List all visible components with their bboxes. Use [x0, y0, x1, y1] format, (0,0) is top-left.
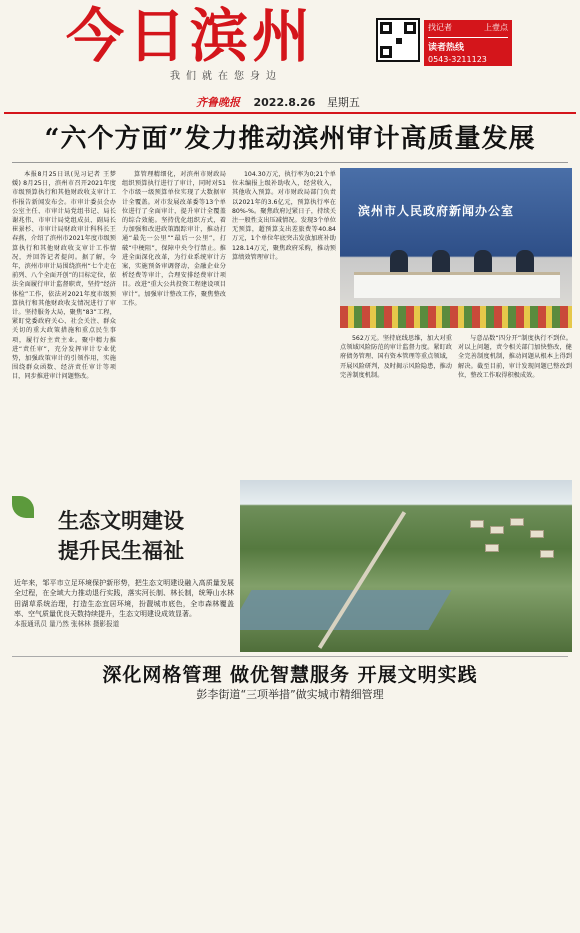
article-column-5 — [458, 334, 572, 474]
qr-code-icon[interactable] — [376, 18, 420, 62]
eco-story-text: 近年来，邹平市立足环境保护新形势，把生态文明建设融入高质量发展全过程，在全域大力推动退行实践，落实河长制、林长制，统筹山水林田湖草系统治理，打造生态宜居环境，扮靓城市底色，全市森林覆盖率、空气质量优良天数持续提升，生态文明建设成效显著。 — [14, 579, 234, 618]
hotline-number: 0543-3211123 — [428, 55, 487, 64]
article-column-2-text: 算管理精细化，对滨州市财政局组织预算执行进行了审计，同时对51个市级一级预算单位实现了大数据审计全覆盖。对市发展改革委等13个单位进行了全面审计，提升审计全覆盖的综合效能。坚持优化组织方式，着力加强和改进政策跟踪审计，推动打通“最先一公里”“最后一公里”，打破“中梗阻”，保障中央令行禁止。推进全面深化改革，为行业系统审计方案，实施预备审调督动，金融企业分析经费等审计，合理安排经费审计项目。改进“重大公共投资工程建设项目审计”。加强审计整改工作，聚焦整改工作。 — [122, 171, 226, 307]
photo-banner: 滨州市人民政府新闻办公室 — [358, 204, 515, 218]
article-column-2 — [122, 170, 226, 480]
press-conference-photo — [340, 168, 572, 328]
eco-story-byline: 本报通讯员 量乃然 张林林 摄影报道 — [14, 620, 120, 629]
article-column-3 — [232, 170, 336, 480]
eco-story-title — [16, 506, 226, 566]
hotline-label: 读者热线 — [428, 37, 508, 53]
masthead-slogan: 我们就在您身边 — [170, 71, 282, 82]
masthead-divider — [4, 112, 576, 114]
main-headline: “六个方面”发力推动滨州审计高质量发展 — [44, 124, 536, 154]
article-column-3-text: 104.30万元，执行率为0;21个单位未编报上级补助收入，经营收入，其他收入预算。对市财政局部门负责以2021年的3.6亿元，预算执行率在80%-%。聚焦政府过紧日子，持续关注一般性支出压减情况。发现3个单位无预算，超预算支出差旅费等40.84万元，1个单位年底突击发放加班补助128.14万元，聚焦政府采购，推动预算绩效管理审计。 — [232, 171, 336, 261]
grid-article-headline: 深化网格管理 做优智慧服务 开展文明实践 — [102, 664, 478, 686]
article-column-5-text: 与意品数“四分开”制度执行不到位。对以上问题，责令相关部门加快整改，健全完善制度机制，推动问题从根本上得到解决。截至目前，审计发现问题已整改到位，整改工作取得积极成效。 — [458, 335, 572, 379]
hotline-box — [424, 20, 512, 66]
article-column-1-text: 本报8月25日讯(见习记者 王梦媛) 8月25日，滨州市召开2021年度市级预算执行和其他财政收支审计工作报告新闻发布会。市审计委员会办公室主任、市审计局党组书记、局长谢兆伟、市审计局党组成员、副局长崔景杉、市审计局财政审计科科长王春燕，介绍了滨州市2021年度市级预算执行和其他财政收支审计工作情况，并回答记者提问。据了解，今年，滨州市审计局围绕滨州“七个走在前列、八个全面开创”的目标定位，依法全面履行审计监督职责，坚持“经济体检”工作，依法对2021年度市级预算执行和其他财政收支情况进行了审计。坚持服务大局，聚焦“83”工程，紧盯党委政府关心、社会关注、群众关切的重大政策措施和重点民生事项，履行好主责主业。聚中精力推进“责任审”，充分发挥审计专业优势，加强政策审计的引领作用，实施围绕群众函数、经济责任审计等项目，同步推进审计问题整改。 — [12, 171, 116, 381]
aerial-landscape-photo — [240, 480, 572, 652]
grid-article-deck: 彭李街道“三项举措”做实城市精细管理 — [196, 688, 384, 701]
headline-divider — [12, 162, 568, 163]
issue-weekday: 星期五 — [326, 96, 360, 109]
dateline — [196, 94, 360, 110]
eco-story-body — [14, 578, 234, 629]
eco-title-line-2: 提升民生福祉 — [58, 538, 184, 563]
eco-title-line-1: 生态文明建设 — [58, 508, 184, 533]
section-divider — [12, 656, 568, 657]
publisher-name: 齐鲁晚报 — [196, 96, 240, 109]
article-column-1 — [12, 170, 116, 480]
masthead-title: 今日滨州 — [66, 2, 315, 70]
article-column-4 — [340, 334, 452, 474]
masthead — [0, 0, 580, 118]
article-column-4-text: 562万元。坚持底线思维，加大对重点领域风险防范的审计监督力度。紧盯政府债务管理、国有资本管理等重点领域，开展风险研判，及时揭示风险隐患，推动完善制度机制。 — [340, 335, 452, 379]
qr-caption-left: 找记者 — [428, 23, 452, 32]
qr-caption-right: 上壹点 — [484, 23, 508, 32]
issue-date: 2022.8.26 — [253, 96, 316, 109]
